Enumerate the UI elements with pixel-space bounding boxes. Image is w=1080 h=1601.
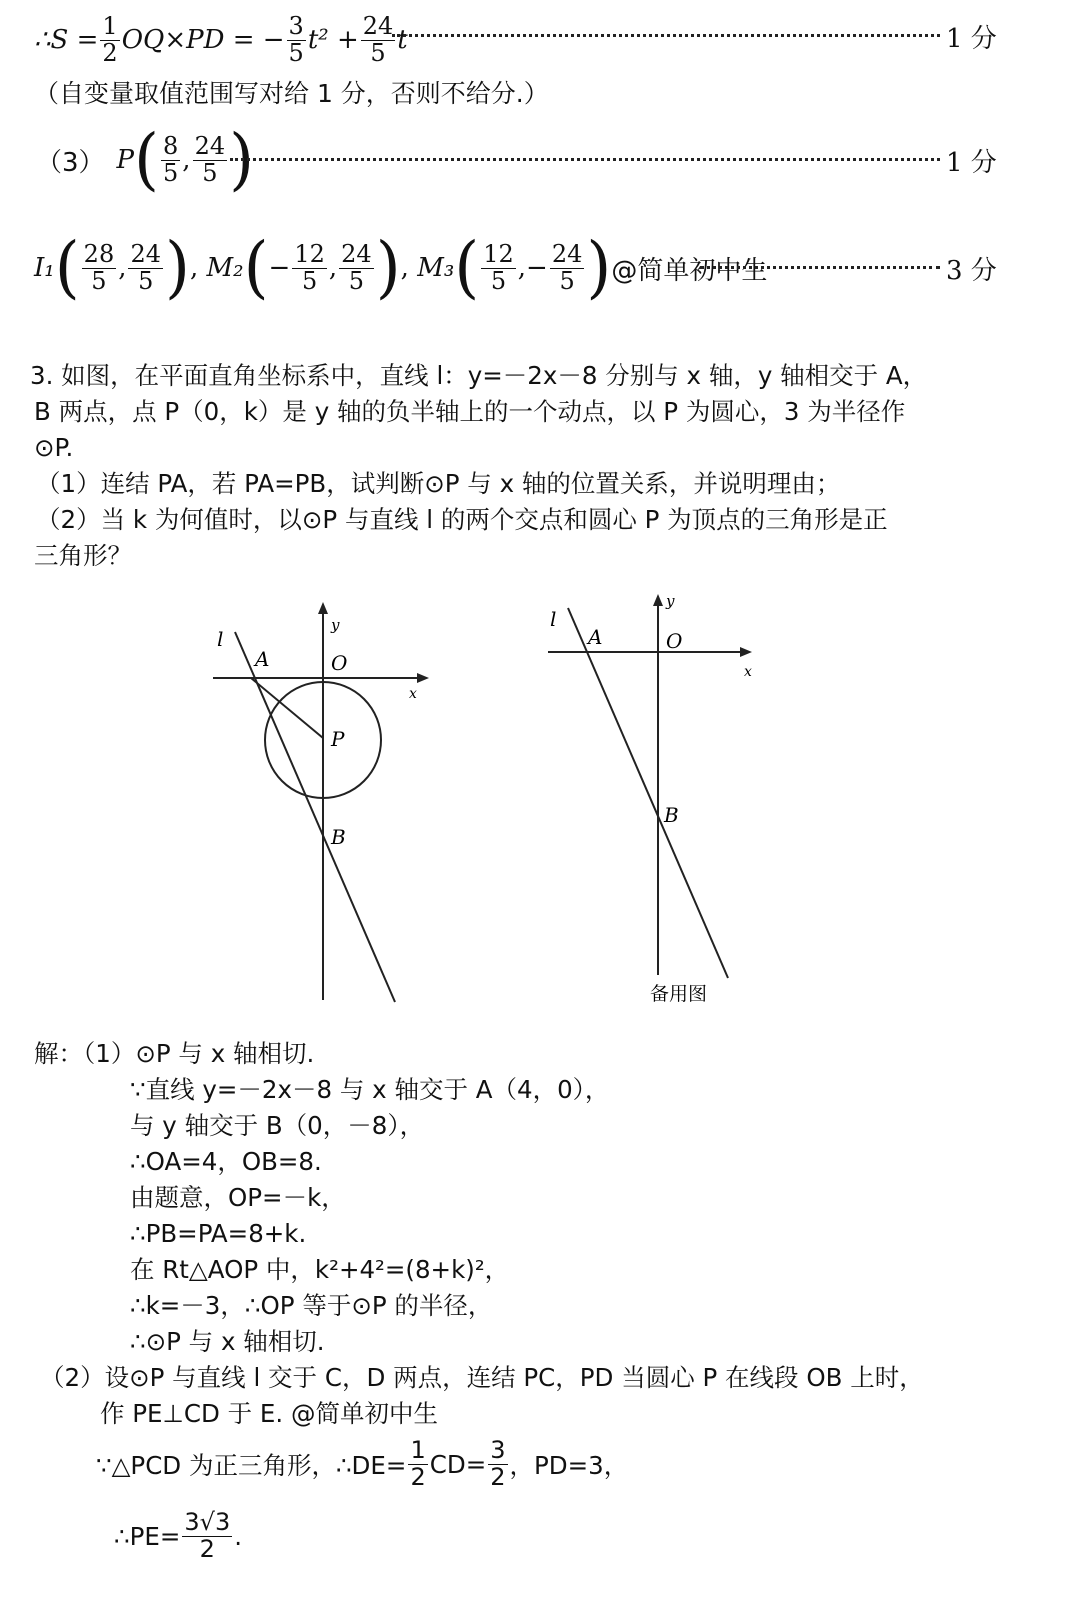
fraction-24-fifths-b: $\frac{24}{5}$ — [194, 132, 226, 187]
solution-line-1: 解：（1）⊙P 与 x 轴相切. — [34, 1039, 315, 1068]
solution-line-8: ∴k=－3，∴OP 等于⊙P 的半径， — [130, 1291, 493, 1320]
part3-point-p: （3） P ( $\frac{8}{5}$ , $\frac{24}{5}$ ) — [36, 121, 255, 199]
point-i1: I₁ — [34, 253, 55, 283]
label-x-right: x — [744, 664, 752, 680]
x-arrow-left — [417, 673, 429, 683]
solution-line-4: ∴OA=4，OB=8. — [130, 1147, 322, 1176]
point-m2: M₂ — [206, 253, 244, 283]
solution-block — [34, 1036, 924, 1432]
score-3: 3 分 — [946, 256, 997, 286]
area-t: t — [397, 25, 408, 55]
label-l-right: l — [550, 607, 557, 631]
solution-line-7: 在 Rt△AOP 中，k²+4²=(8+k)²， — [130, 1255, 510, 1284]
paren-right: ) — [229, 121, 255, 199]
problem-line-2: B 两点，点 P（0，k）是 y 轴的负半轴上的一个动点，以 P 为圆心，3 为半径作 — [34, 397, 906, 426]
paren-left: ( — [134, 121, 160, 199]
label-y-left: y — [331, 616, 340, 634]
label-x-left: x — [409, 686, 417, 702]
label-a-right: A — [588, 625, 603, 649]
label-y-right: y — [666, 592, 675, 610]
leader-dots-1 — [392, 34, 940, 37]
label-b-left: B — [331, 825, 346, 849]
label-l-left: l — [217, 627, 224, 651]
formula-area-line — [34, 8, 408, 72]
fraction-three-halves: $\frac{3}{2}$ — [490, 1436, 506, 1491]
solution-line-2: ∵直线 y=－2x－8 与 x 轴交于 A（4，0）， — [130, 1075, 610, 1104]
label-a-left: A — [255, 647, 270, 671]
line-l-right — [568, 608, 728, 978]
figure-left — [195, 590, 455, 1020]
area-mid: OQ×PD = − — [121, 25, 285, 55]
fraction-half-de: $\frac{1}{2}$ — [410, 1436, 426, 1491]
problem-line-1: 3. 如图，在平面直角坐标系中，直线 l：y=－2x－8 分别与 x 轴，y 轴相交于 A， — [30, 361, 928, 390]
fraction-pe: $\frac{3√3}{2}$ — [184, 1508, 231, 1563]
fraction-24-fifths: $\frac{24}{5}$ — [362, 12, 394, 67]
problem-statement — [30, 358, 927, 574]
point-m3: M₃ — [417, 253, 455, 283]
solution-line-10: （2）设⊙P 与直线 l 交于 C，D 两点，连结 PC，PD 当圆心 P 在线段 OB 上时， — [40, 1363, 924, 1392]
solution-line-6: ∴PB=PA=8+k. — [130, 1219, 307, 1248]
solution-line-3: 与 y 轴交于 B（0，－8）， — [130, 1111, 425, 1140]
solution-line-13: ∴PE= $\frac{3√3}{2}$ . — [114, 1508, 243, 1563]
question-1: （1）连结 PA，若 PA=PB，试判断⊙P 与 x 轴的位置关系，并说明理由； — [36, 469, 841, 498]
fraction-8-fifths: $\frac{8}{5}$ — [163, 132, 179, 187]
fraction-half: $\frac{1}{2}$ — [102, 12, 118, 67]
fraction-three-fifths: $\frac{3}{5}$ — [288, 12, 304, 67]
x-arrow-right — [740, 647, 752, 657]
part3-label: （3） — [36, 147, 105, 178]
score-2: 1 分 — [946, 148, 997, 178]
label-o-left: O — [331, 651, 348, 675]
points-i-m-line: I₁ ( $\frac{28}{5}$ , $\frac{24}{5}$ ) , M₂ ( − $\frac{12}{5}$ , $\frac{24}{5}$ ) , M₃ ( $\frac{12}{5}$ ,− $\frac{24}{5}$ ) @简单初中生 — [34, 229, 768, 307]
label-p-left: P — [331, 727, 345, 751]
label-o-right: O — [666, 629, 683, 653]
scoring-note: （自变量取值范围写对给 1 分，否则不给分.） — [34, 79, 549, 108]
segment-pa — [251, 678, 323, 738]
figure-right — [540, 590, 810, 1020]
y-arrow-left — [318, 602, 328, 614]
score-1: 1 分 — [946, 24, 997, 54]
question-2-cont: 三角形？ — [34, 541, 132, 570]
solution-line-9: ∴⊙P 与 x 轴相切. — [130, 1327, 325, 1356]
label-b-right: B — [664, 803, 679, 827]
question-2: （2）当 k 为何值时，以⊙P 与直线 l 的两个交点和圆心 P 为顶点的三角形是正 — [36, 505, 888, 534]
solution-line-11: 作 PE⊥CD 于 E. @简单初中生 — [100, 1399, 438, 1428]
figure-caption: 备用图 — [650, 983, 708, 1005]
area-prefix: ∴S = — [34, 25, 99, 55]
line-l-left — [235, 632, 395, 1002]
watermark-text: @简单初中生 — [611, 255, 768, 286]
leader-dots-3 — [700, 266, 940, 269]
solution-line-12: ∵△PCD 为正三角形，∴DE= $\frac{1}{2}$ CD= $\frac{3}{2}$ ，PD=3， — [96, 1436, 629, 1491]
solution-line-5: 由题意，OP=－k， — [130, 1183, 346, 1212]
leader-dots-2 — [230, 158, 940, 161]
problem-line-3: ⊙P. — [34, 433, 74, 462]
point-p-name: P — [116, 145, 135, 175]
area-t2: t² + — [307, 25, 359, 55]
y-arrow-right — [653, 594, 663, 606]
